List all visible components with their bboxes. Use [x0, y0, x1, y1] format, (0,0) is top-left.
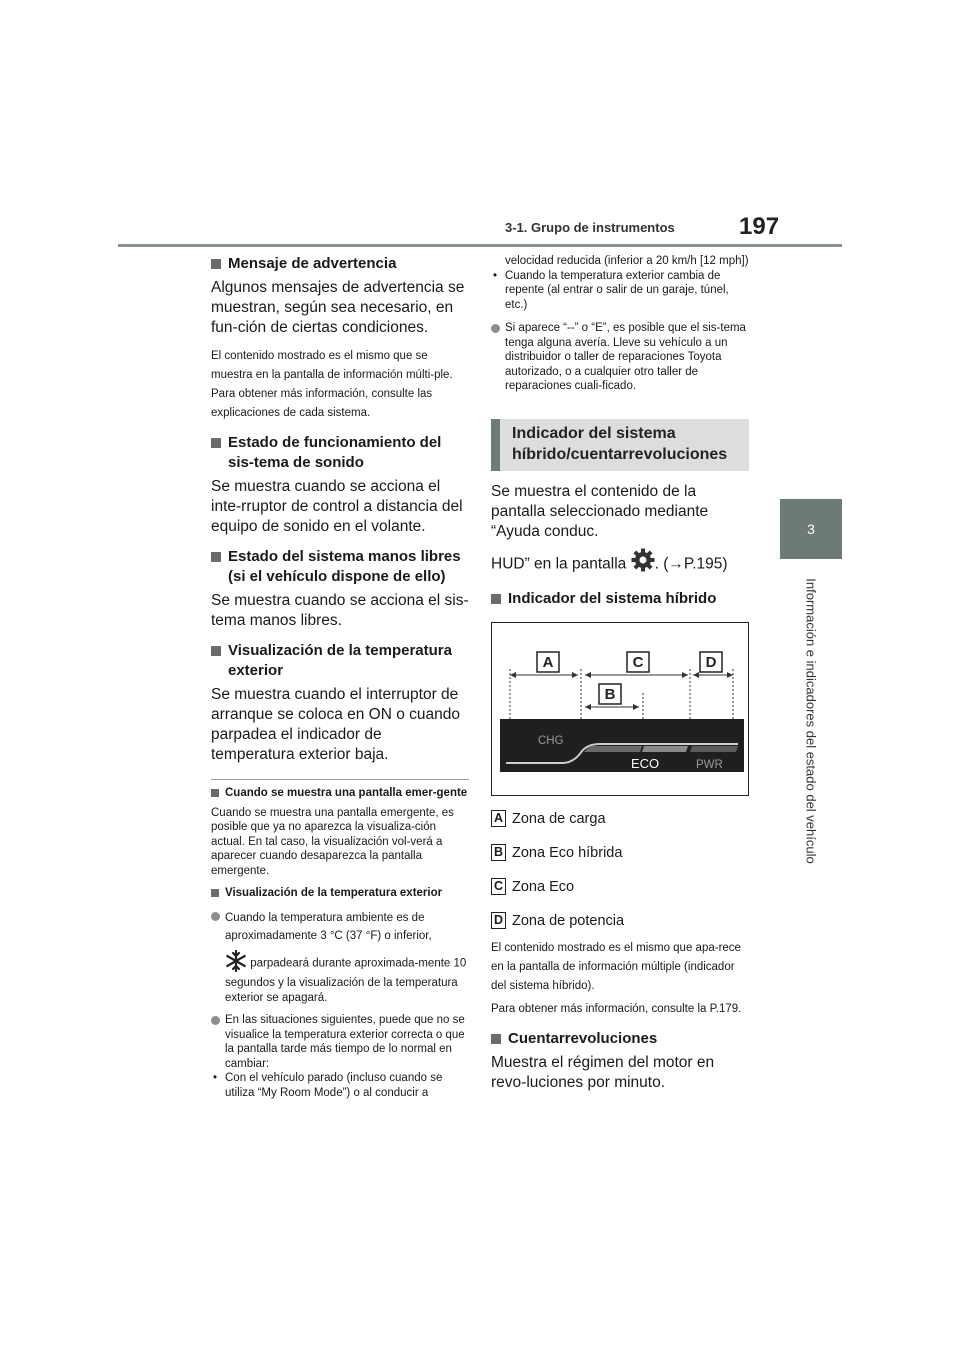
legend-text: Zona de potencia	[512, 912, 625, 929]
note-dot-item: Cuando la temperatura ambiente es de aproximadamente 3 °C (37 °F) o inferior,	[211, 909, 469, 945]
paragraph-small: Para obtener más información, consulte la P.179.	[491, 1002, 742, 1015]
meter-power-zone	[690, 746, 738, 752]
legend-key: B	[491, 844, 506, 861]
heading-audio-status: Estado de funcionamiento del sis-tema de sonido	[211, 433, 469, 473]
zone-legend	[491, 809, 749, 931]
chapter-number: 3	[807, 521, 815, 537]
note-dot-item: En las situaciones siguientes, puede que no se visualice la temperatura exterior correcta o que la pantalla tarde más tiempo de lo normal en cambiar:	[211, 1013, 469, 1071]
meter-eco-hybrid-zone	[584, 746, 642, 752]
note-text: Cuando se muestra una pantalla emergente, es posible que ya no aparezca la visualiza-ción actual. En tal caso, la visualización vol-verá a aparecer cuando desaparezca la pantalla emergente.	[211, 806, 454, 877]
legend-text: Zona Eco híbrida	[512, 844, 623, 861]
note-dot-item: Si aparece “--” o “E”, es posible que el sis-tema tenga alguna avería. Lleve su vehículo a un distribuidor o taller de reparaciones Toyota autorizado, o a cualquier otro taller de reparaciones cuali-ficado.	[491, 321, 749, 394]
section-heading-hybrid: Indicador del sistema híbrido/cuentarrevoluciones	[491, 419, 749, 471]
paragraph: Se muestra cuando el interruptor de arranque se coloca en ON o cuando parpadea el indicador de temperatura exterior baja.	[211, 686, 461, 763]
left-column	[211, 254, 469, 1100]
chapter-side-label	[780, 568, 842, 873]
paragraph: Muestra el régimen del motor en revo-luciones por minuto.	[491, 1053, 715, 1091]
legend-item	[491, 877, 749, 897]
note-separator	[211, 779, 469, 780]
section-title: 3-1. Grupo de instrumentos	[505, 220, 675, 235]
note-bullet-item: • Cuando la temperatura exterior cambia de repente (al entrar o salir de un garaje, túnel, etc.)	[491, 269, 749, 313]
note-heading: Cuando se muestra una pantalla emer-gente	[211, 786, 469, 801]
legend-item	[491, 809, 749, 829]
heading-hybrid-indicator: Indicador del sistema híbrido	[491, 589, 749, 609]
label-c: C	[632, 653, 644, 671]
legend-key: C	[491, 878, 506, 895]
note-heading: Visualización de la temperatura exterior	[211, 886, 469, 901]
right-column	[491, 254, 749, 1093]
note-bullet-item: • Con el vehículo parado (incluso cuando se utiliza “My Room Mode”) o al conducir a	[211, 1071, 469, 1100]
page-number: 197	[739, 213, 780, 240]
legend-item	[491, 911, 749, 931]
meter-eco-label: ECO	[631, 755, 660, 771]
paragraph-part: . (→P.195)	[654, 555, 728, 573]
legend-text: Zona de carga	[512, 810, 606, 827]
heading-tachometer: Cuentarrevoluciones	[491, 1029, 749, 1049]
legend-key: A	[491, 810, 506, 827]
snowflake-icon	[225, 950, 247, 977]
paragraph: Se muestra cuando se acciona el inte-rruptor de control a distancia del equipo de sonido en el volante.	[211, 478, 463, 535]
meter-eco-zone	[642, 746, 688, 752]
heading-warning-message: Mensaje de advertencia	[211, 254, 469, 274]
legend-item	[491, 843, 749, 863]
note-text-continued: parpadeará durante aproximada-mente 10 segundos y la visualización de la temperatura exterior se apagará.	[225, 956, 467, 1004]
paragraph: Se muestra el contenido de la pantalla seleccionado mediante “Ayuda conduc.	[491, 482, 709, 540]
label-a: A	[542, 653, 554, 671]
paragraph-small: El contenido mostrado es el mismo que se muestra en la pantalla de información múlti-ple. Para obtener más información, consulte las explicaciones de cada sistema.	[211, 350, 453, 419]
heading-handsfree-status: Estado del sistema manos libres (si el vehículo dispone de ello)	[211, 547, 469, 587]
label-d: D	[705, 653, 717, 671]
label-b: B	[604, 685, 616, 703]
note-text-continued: velocidad reducida (inferior a 20 km/h [12 mph])	[505, 255, 749, 267]
header-rule	[118, 244, 842, 247]
meter-pwr-label: PWR	[696, 758, 723, 771]
chapter-title: Información e indicadores del estado del vehículo	[803, 577, 819, 864]
hybrid-indicator-diagram	[491, 622, 749, 796]
note-text	[211, 950, 469, 1006]
legend-key: D	[491, 912, 506, 929]
meter-chg-label: CHG	[538, 734, 564, 747]
gear-icon	[631, 548, 655, 581]
paragraph	[491, 548, 749, 581]
paragraph: Se muestra cuando se acciona el sis-tema manos libres.	[211, 592, 469, 629]
paragraph: Algunos mensajes de advertencia se muestran, según sea necesario, en fun-ción de ciertas condiciones.	[211, 279, 465, 336]
chapter-tab	[780, 499, 842, 559]
paragraph-part: HUD” en la pantalla	[491, 555, 627, 573]
diagram-svg	[492, 623, 748, 795]
paragraph-small: El contenido mostrado es el mismo que apa-rece en la pantalla de información múltiple (indicador del sistema híbrido).	[491, 941, 741, 992]
legend-text: Zona Eco	[512, 878, 575, 895]
heading-outside-temp: Visualización de la temperatura exterior	[211, 641, 469, 681]
